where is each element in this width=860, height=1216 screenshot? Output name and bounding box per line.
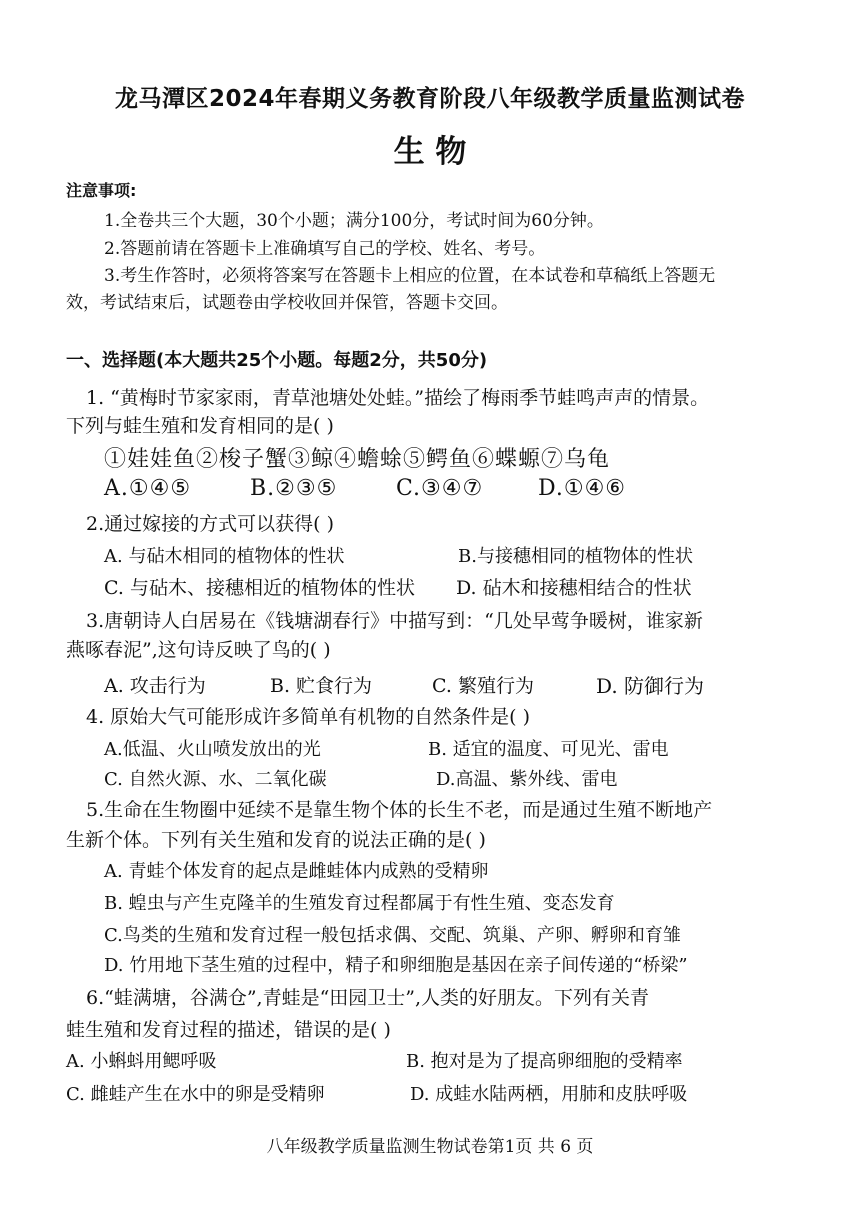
q1-option-c[interactable]: C.③④⑦ bbox=[396, 476, 484, 501]
q1-option-b[interactable]: B.②③⑤ bbox=[250, 476, 338, 501]
q1-option-a[interactable]: A.①④⑤ bbox=[104, 476, 192, 501]
q1-stem-line2: 下列与蛙生殖和发育相同的是( ) bbox=[66, 415, 334, 437]
q5-option-b[interactable]: B. 蝗虫与产生克隆羊的生殖发育过程都属于有性生殖、变态发育 bbox=[104, 893, 615, 914]
q3-stem-line2: 燕啄春泥”,这句诗反映了鸟的( ) bbox=[66, 639, 331, 661]
q4-option-c[interactable]: C. 自然火源、水、二氧化碳 bbox=[104, 769, 327, 790]
q6-option-d[interactable]: D. 成蛙水陆两栖，用肺和皮肤呼吸 bbox=[410, 1084, 688, 1105]
q5-option-c[interactable]: C.鸟类的生殖和发育过程一般包括求偶、交配、筑巢、产卵、孵卵和育雏 bbox=[104, 925, 681, 946]
q4-stem: 4. 原始大气可能形成许多简单有机物的自然条件是( ) bbox=[86, 706, 531, 728]
q5-option-d[interactable]: D. 竹用地下茎生殖的过程中，精子和卵细胞是基因在亲子间传递的“桥梁” bbox=[104, 955, 688, 976]
subject-title: 生 物 bbox=[393, 134, 467, 170]
q5-stem-line2: 生新个体。下列有关生殖和发育的说法正确的是( ) bbox=[66, 829, 486, 851]
q6-stem-line2: 蛙生殖和发育过程的描述，错误的是( ) bbox=[66, 1019, 391, 1041]
q3-option-d[interactable]: D. 防御行为 bbox=[596, 674, 705, 698]
notice-item-1: 1.全卷共三个大题，30个小题；满分100分，考试时间为60分钟。 bbox=[104, 211, 604, 231]
q1-species-list: ①娃娃鱼②梭子蟹③鲸④蟾蜍⑤鳄鱼⑥蝶螈⑦乌龟 bbox=[104, 447, 611, 472]
q2-option-c[interactable]: C. 与砧木、接穗相近的植物体的性状 bbox=[104, 577, 415, 599]
q3-option-a[interactable]: A. 攻击行为 bbox=[104, 675, 206, 697]
section-heading: 一、选择题(本大题共25个小题。每题2分，共50分) bbox=[66, 350, 488, 371]
q2-option-b[interactable]: B.与接穗相同的植物体的性状 bbox=[458, 546, 693, 567]
notice-item-2: 2.答题前请在答题卡上准确填写自己的学校、姓名、考号。 bbox=[104, 239, 546, 259]
page-footer: 八年级教学质量监测生物试卷第1页 共 6 页 bbox=[266, 1137, 594, 1157]
q1-option-d[interactable]: D.①④⑥ bbox=[538, 476, 627, 501]
exam-title: 龙马潭区2024年春期义务教育阶段八年级教学质量监测试卷 bbox=[114, 86, 745, 112]
q2-option-d[interactable]: D. 砧木和接穗相结合的性状 bbox=[456, 577, 692, 599]
q3-option-c[interactable]: C. 繁殖行为 bbox=[432, 675, 534, 697]
q6-option-c[interactable]: C. 雌蛙产生在水中的卵是受精卵 bbox=[66, 1084, 325, 1105]
notice-heading: 注意事项: bbox=[66, 181, 137, 200]
q3-stem-line1: 3.唐朝诗人白居易在《钱塘湖春行》中描写到：“几处早莺争暖树，谁家新 bbox=[86, 610, 703, 632]
q5-option-a[interactable]: A. 青蛙个体发育的起点是雌蛙体内成熟的受精卵 bbox=[104, 861, 489, 882]
notice-item-3: 3.考生作答时，必须将答案写在答题卡上相应的位置，在本试卷和草稿纸上答题无 bbox=[104, 266, 716, 286]
q6-stem-line1: 6.“蛙满塘，谷满仓”,青蛙是“田园卫士”,人类的好朋友。下列有关青 bbox=[86, 987, 650, 1009]
q3-option-b[interactable]: B. 贮食行为 bbox=[270, 675, 373, 697]
q6-option-a[interactable]: A. 小蝌蚪用鳃呼吸 bbox=[66, 1051, 217, 1072]
q6-option-b[interactable]: B. 抱对是为了提高卵细胞的受精率 bbox=[406, 1051, 683, 1072]
q4-option-d[interactable]: D.高温、紫外线、雷电 bbox=[436, 769, 618, 790]
notice-item-3-cont: 效，考试结束后，试题卷由学校收回并保管，答题卡交回。 bbox=[66, 293, 508, 313]
q1-stem-line1: 1. “黄梅时节家家雨，青草池塘处处蛙。”描绘了梅雨季节蛙鸣声声的情景。 bbox=[86, 387, 710, 409]
q2-stem: 2.通过嫁接的方式可以获得( ) bbox=[86, 513, 334, 535]
q4-option-b[interactable]: B. 适宜的温度、可见光、雷电 bbox=[428, 739, 669, 760]
q2-option-a[interactable]: A. 与砧木相同的植物体的性状 bbox=[104, 546, 345, 567]
q4-option-a[interactable]: A.低温、火山喷发放出的光 bbox=[104, 739, 321, 760]
q5-stem-line1: 5.生命在生物圈中延续不是靠生物个体的长生不老，而是通过生殖不断地产 bbox=[86, 799, 713, 821]
